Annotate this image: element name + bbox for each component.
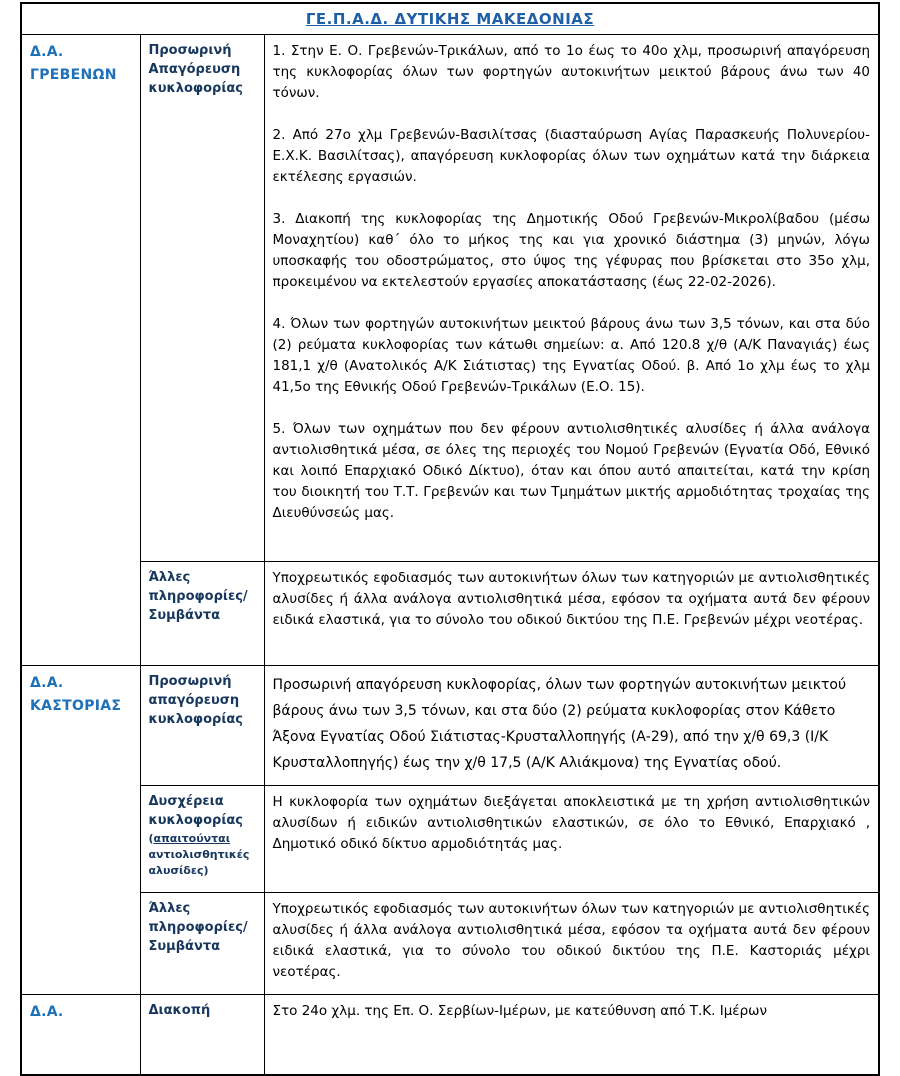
section-label [149, 792, 256, 879]
authority-name: Δ.Α. ΚΑΣΤΟΡΙΑΣ [30, 675, 122, 714]
content-cell [264, 562, 879, 666]
section-label-cell [140, 562, 264, 666]
paragraph: Στο 24ο χλμ. της Επ. Ο. Σερβίων-Ιμέρων, με κατεύθυνση από Τ.Κ. Ιμέρων [272, 1003, 768, 1019]
table-row [21, 562, 879, 666]
table-row [21, 35, 879, 562]
content-cell [264, 995, 879, 1075]
section-label-note [149, 831, 256, 879]
authority-cell-partial [21, 995, 140, 1075]
section-label-cell [140, 666, 264, 786]
document-table [20, 2, 880, 1076]
table-title-row [21, 3, 879, 35]
section-label: Άλλες πληροφορίες/ Συμβάντα [148, 570, 248, 623]
section-label: Άλλες πληροφορίες/ Συμβάντα [148, 901, 248, 954]
note-paren: ( [148, 832, 154, 845]
paragraph: Υποχρεωτικός εφοδιασμός των αυτοκινήτων όλων των κατηγοριών με αντιολισθητικές αλυσίδες ή άλλα ανάλογα αντιολισθητικά μέσα, εφόσον τα οχήματα αυτά δεν φέρουν ειδικά ελαστικά, για το σύνολο του οδικού δικτύου της Π.Ε. Καστοριάς μέχρι νεοτέρας. [272, 901, 870, 980]
authority-cell-kastoria [21, 666, 140, 995]
section-label: Προσωρινή απαγόρευση κυκλοφορίας [148, 674, 244, 727]
table-row [21, 666, 879, 786]
paragraph: 4. Όλων των φορτηγών αυτοκινήτων μεικτού βάρους άνω των 3,5 τόνων, και στα δύο (2) ρεύματα κυκλοφορίας των κάτωθι σημείων: α. Από 120.8 χ/θ (Α/Κ Παναγιάς) έως 181,1 χ/θ (Ανατολικός Α/Κ Σιάτιστας) της Εγνατίας Οδού. β. Από 1ο χλμ έως το χλμ 41,5ο της Εθνικής Οδού Γρεβενών-Τρικάλων (Ε.Ο. 15). [272, 316, 870, 395]
table-row [21, 995, 879, 1075]
document-title: ΓΕ.Π.Α.Δ. ΔΥΤΙΚΗΣ ΜΑΚΕΔΟΝΙΑΣ [305, 10, 595, 28]
authority-name: Δ.Α. [30, 1004, 64, 1020]
paragraph: 1. Στην Ε. Ο. Γρεβενών-Τρικάλων, από το 1ο έως το 40ο χλμ, προσωρινή απαγόρευση της κυκλοφορίας όλων των φορτηγών αυτοκινήτων μεικτού βάρους άνω των 40 τόνων. [272, 43, 870, 101]
authority-cell-grevena [21, 35, 140, 666]
section-label-cell [140, 893, 264, 995]
section-label-main: Δυσχέρεια κυκλοφορίας [148, 794, 244, 828]
content-cell [264, 786, 879, 893]
authority-name: Δ.Α. ΓΡΕΒΕΝΩΝ [30, 44, 117, 83]
paragraph: 3. Διακοπή της κυκλοφορίας της Δημοτικής Οδού Γρεβενών-Μικρολίβαδου (μέσω Μοναχητίου) καθ΄ όλο το μήκος της και για χρονικό διάστημα (3) μηνών, λόγω υποσκαφής του οδοστρώματος, στο ύψος της γέφυρας που βρίσκεται στο 35ο χλμ, προκειμένου να εκτελεστούν εργασίες αποκατάστασης (έως 22-02-2026). [272, 211, 870, 290]
note-underlined: απαιτούνται [153, 832, 230, 845]
section-label: Διακοπή [148, 1003, 211, 1018]
paragraph: 2. Από 27ο χλμ Γρεβενών-Βασιλίτσας (διασταύρωση Αγίας Παρασκευής Πολυνερίου-Ε.Χ.Κ. Βασιλίτσας), απαγόρευση κυκλοφορίας όλων των οχημάτων κατά την διάρκεια εκτέλεσης εργασιών. [272, 127, 870, 185]
content-cell [264, 666, 879, 786]
table-row [21, 893, 879, 995]
paragraph: Προσωρινή απαγόρευση κυκλοφορίας, όλων των φορτηγών αυτοκινήτων μεικτού βάρους άνω των 3,5 τόνων, και στα δύο (2) ρεύματα κυκλοφορίας στον Κάθετο Άξονα Εγνατίας Οδού Σιάτιστας-Κρυσταλλοπηγής (Α-29), από την χ/θ 69,3 (Ι/Κ Κρυσταλλοπηγής) έως την χ/θ 17,5 (Α/Κ Αλιάκμονα) της Εγνατίας οδού. [272, 677, 847, 771]
table-title-cell [21, 3, 879, 35]
content-cell [264, 893, 879, 995]
paragraph: Η κυκλοφορία των οχημάτων διεξάγεται αποκλειστικά με τη χρήση αντιολισθητικών αλυσίδων ή ειδικών αντιολισθητικών ελαστικών, σε όλο το Εθνικό, Επαρχιακό , Δημοτικό οδικό δίκτυο αρμοδιότητάς μας. [272, 794, 870, 852]
table-row [21, 786, 879, 893]
paragraph: 5. Όλων των οχημάτων που δεν φέρουν αντιολισθητικές αλυσίδες ή άλλα ανάλογα αντιολισθητικά μέσα, σε όλες της περιοχές του Νομού Γρεβενών (Εγνατία Οδό, Εθνικό και λοιπό Επαρχιακό Οδικό Δίκτυο), όταν και όπου αυτό απαιτείται, κατά την κρίση του διοικητή του Τ.Τ. Γρεβενών και των Τμημάτων μικτής αρμοδιότητας τροχαίας της Διευθύνσεώς μας. [272, 421, 870, 521]
section-label-cell [140, 35, 264, 562]
note-rest: αντιολισθητικές αλυσίδες) [148, 848, 250, 877]
paragraph: Υποχρεωτικός εφοδιασμός των αυτοκινήτων όλων των κατηγοριών με αντιολισθητικές αλυσίδες ή άλλα ανάλογα αντιολισθητικά μέσα, εφόσον τα οχήματα αυτά δεν φέρουν ειδικά ελαστικά, για το σύνολο του οδικού δικτύου της Π.Ε. Γρεβενών μέχρι νεοτέρας. [272, 570, 870, 628]
content-cell [264, 35, 879, 562]
section-label: Προσωρινή Απαγόρευση κυκλοφορίας [148, 43, 244, 96]
section-label-cell [140, 786, 264, 893]
section-label-cell [140, 995, 264, 1075]
